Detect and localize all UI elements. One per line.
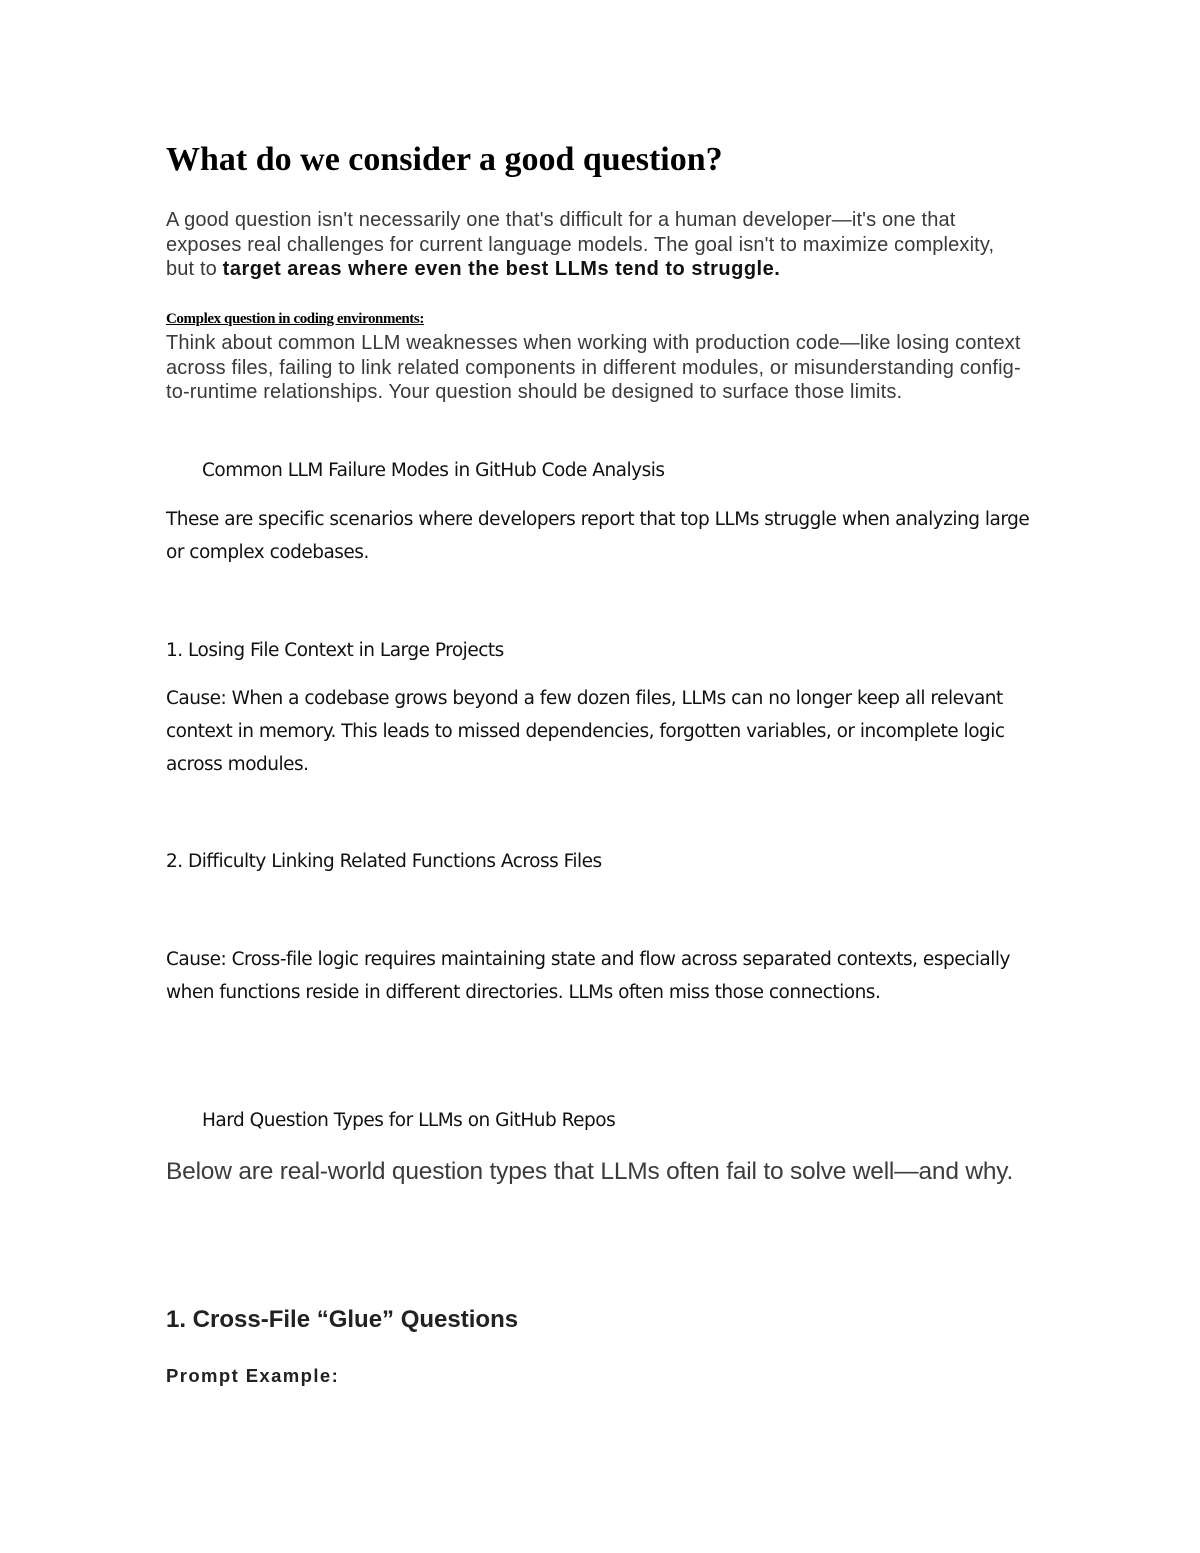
failure-modes-heading: Common LLM Failure Modes in GitHub Code Analysis <box>202 460 665 481</box>
failure-modes-intro: These are specific scenarios where developers report that top LLMs struggle when analyzing large or complex codebases. <box>166 509 1030 563</box>
complex-question-body: Think about common LLM weaknesses when working with production code—like losing context across files, failing to link related components in different modules, or misunderstanding config-to-runtime relationships. Your question should be designed to surface those limits. <box>166 332 1021 403</box>
intro-text: A good question isn't necessarily one that's difficult for a human developer—it's one that exposes real challenges for current language models. The goal isn't to maximize complexity, but to <box>166 209 995 280</box>
prompt-example-label: Prompt Example: <box>166 1365 340 1386</box>
hard-question-types-heading: Hard Question Types for LLMs on GitHub Repos <box>202 1110 616 1131</box>
failure-mode-1-heading: 1. Losing File Context in Large Projects <box>166 640 504 661</box>
cross-file-glue-heading: 1. Cross-File “Glue” Questions <box>166 1306 519 1333</box>
failure-mode-2-heading: 2. Difficulty Linking Related Functions Across Files <box>166 851 602 872</box>
page-title: What do we consider a good question? <box>166 141 723 178</box>
hard-question-types-lead: Below are real-world question types that LLMs often fail to solve well—and why. <box>166 1158 1014 1185</box>
complex-question-label: Complex question in coding environments: <box>166 311 424 327</box>
intro-emphasis: target areas where even the best LLMs tend to struggle. <box>222 258 781 280</box>
intro-paragraph <box>166 208 1026 282</box>
failure-mode-2-cause: Cause: Cross-file logic requires maintaining state and flow across separated contexts, especially when functions reside in different directories. LLMs often miss those connections. <box>166 949 1010 1003</box>
failure-mode-1-cause: Cause: When a codebase grows beyond a few dozen files, LLMs can no longer keep all relevant context in memory. This leads to missed dependencies, forgotten variables, or incomplete logic across modules. <box>166 688 1005 775</box>
